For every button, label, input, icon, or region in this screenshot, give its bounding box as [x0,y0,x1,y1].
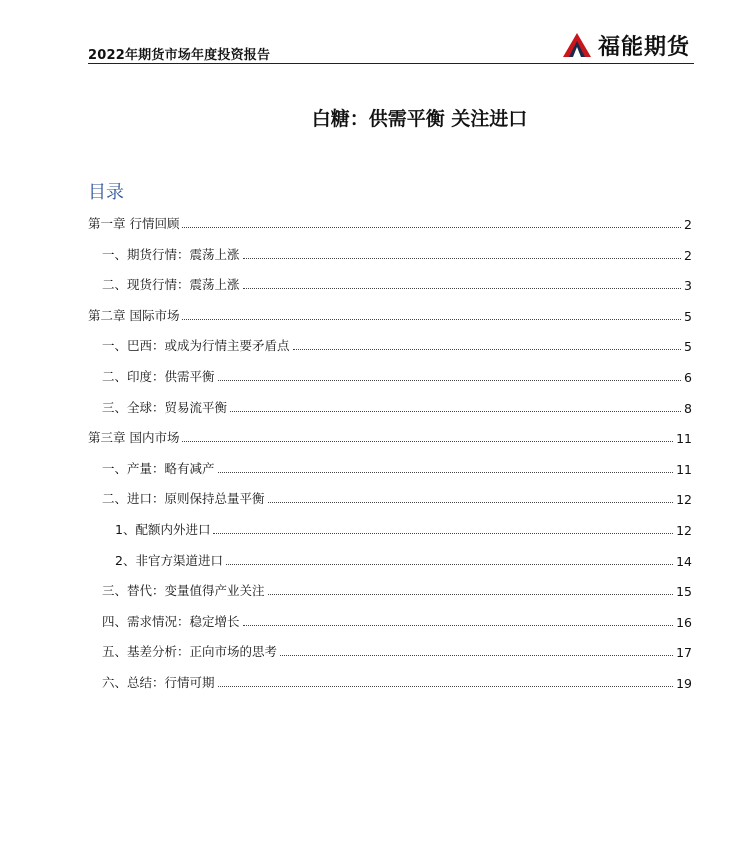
toc-dot-leader [243,625,674,626]
toc-entry-label[interactable]: 五、基差分析：正向市场的思考 [102,644,278,660]
toc-dot-leader [218,380,682,381]
toc-entry[interactable] [88,518,692,538]
toc-entry-label[interactable]: 三、替代：变量值得产业关注 [102,583,265,599]
toc-entry-page-number[interactable]: 5 [684,308,692,324]
toc-dot-leader [182,441,673,442]
toc-dot-leader [213,533,673,534]
company-name: 福能期货 [597,34,690,60]
toc-entry-page-number[interactable]: 6 [684,370,692,385]
triangle-logo-icon [562,32,592,58]
company-logo [562,30,690,60]
document-title: 白糖：供需平衡 关注进口 [311,108,528,130]
toc-entry-page-number[interactable]: 8 [684,400,692,416]
toc-entry[interactable] [88,334,692,354]
toc-entry-label[interactable]: 一、产量：略有减产 [102,460,215,476]
toc-entry[interactable] [88,610,692,630]
toc-entry[interactable] [88,640,692,660]
toc-dot-leader [293,349,682,350]
toc-entry-page-number[interactable]: 19 [676,676,692,691]
toc-dot-leader [226,564,673,565]
toc-entry[interactable] [88,273,692,293]
toc-entry[interactable] [88,671,692,691]
toc-dot-leader [230,411,681,412]
toc-dot-leader [268,594,674,595]
toc-entry-label[interactable]: 六、总结：行情可期 [102,675,215,690]
toc-entry-page-number[interactable]: 12 [676,492,692,508]
toc-entry[interactable] [88,426,692,446]
toc-entry-label[interactable]: 二、现货行情：震荡上涨 [102,277,240,293]
toc-entry-label[interactable]: 一、期货行情：震荡上涨 [102,246,240,262]
toc-dot-leader [243,258,682,259]
toc-entry[interactable] [88,457,692,477]
toc-entry-page-number[interactable]: 15 [676,584,692,600]
toc-heading: 目录 [88,182,124,203]
toc-entry[interactable] [88,487,692,507]
header-divider [88,63,694,64]
toc-entry[interactable] [88,365,692,385]
toc-entry-page-number[interactable]: 14 [676,553,692,569]
toc-entry[interactable] [88,396,692,416]
toc-entry-label[interactable]: 一、巴西：或成为行情主要矛盾点 [102,338,290,354]
toc-entry-page-number[interactable]: 17 [676,645,692,661]
toc-entry-label[interactable]: 三、全球：贸易流平衡 [102,399,228,415]
toc-dot-leader [280,655,673,656]
toc-entry-page-number[interactable]: 11 [676,431,692,447]
toc-entry-label[interactable]: 1、配额内外进口 [115,522,211,537]
toc-entry-page-number[interactable]: 2 [684,247,692,263]
toc-entry[interactable] [88,549,692,569]
toc-entry-label[interactable]: 二、印度：供需平衡 [102,369,215,384]
toc-entry[interactable] [88,212,692,232]
toc-dot-leader [218,472,674,473]
toc-entry[interactable] [88,579,692,599]
report-title: 2022年期货市场年度投资报告 [88,48,271,63]
toc-entry-page-number[interactable]: 3 [684,278,692,294]
toc-entry-label[interactable]: 二、进口：原则保持总量平衡 [102,491,265,507]
toc-dot-leader [243,288,682,289]
toc-dot-leader [268,502,674,503]
toc-entry-page-number[interactable]: 5 [684,339,692,355]
toc-entry-page-number[interactable]: 2 [684,217,692,232]
toc-entry-label[interactable]: 第一章 行情回顾 [88,216,180,231]
toc-entry-page-number[interactable]: 16 [676,614,692,630]
toc-entry-label[interactable]: 四、需求情况：稳定增长 [102,613,240,629]
toc-dot-leader [182,319,681,320]
toc-entry-page-number[interactable]: 11 [676,461,692,477]
toc-entry-label[interactable]: 2、非官方渠道进口 [115,552,223,568]
toc-entry-label[interactable]: 第三章 国内市场 [88,430,180,446]
toc-entry-page-number[interactable]: 12 [676,523,692,538]
toc-dot-leader [218,686,674,687]
toc-entry[interactable] [88,243,692,263]
toc-entry[interactable] [88,304,692,324]
toc-dot-leader [182,227,681,228]
toc-entry-label[interactable]: 第二章 国际市场 [88,307,180,323]
page-header [88,28,694,64]
